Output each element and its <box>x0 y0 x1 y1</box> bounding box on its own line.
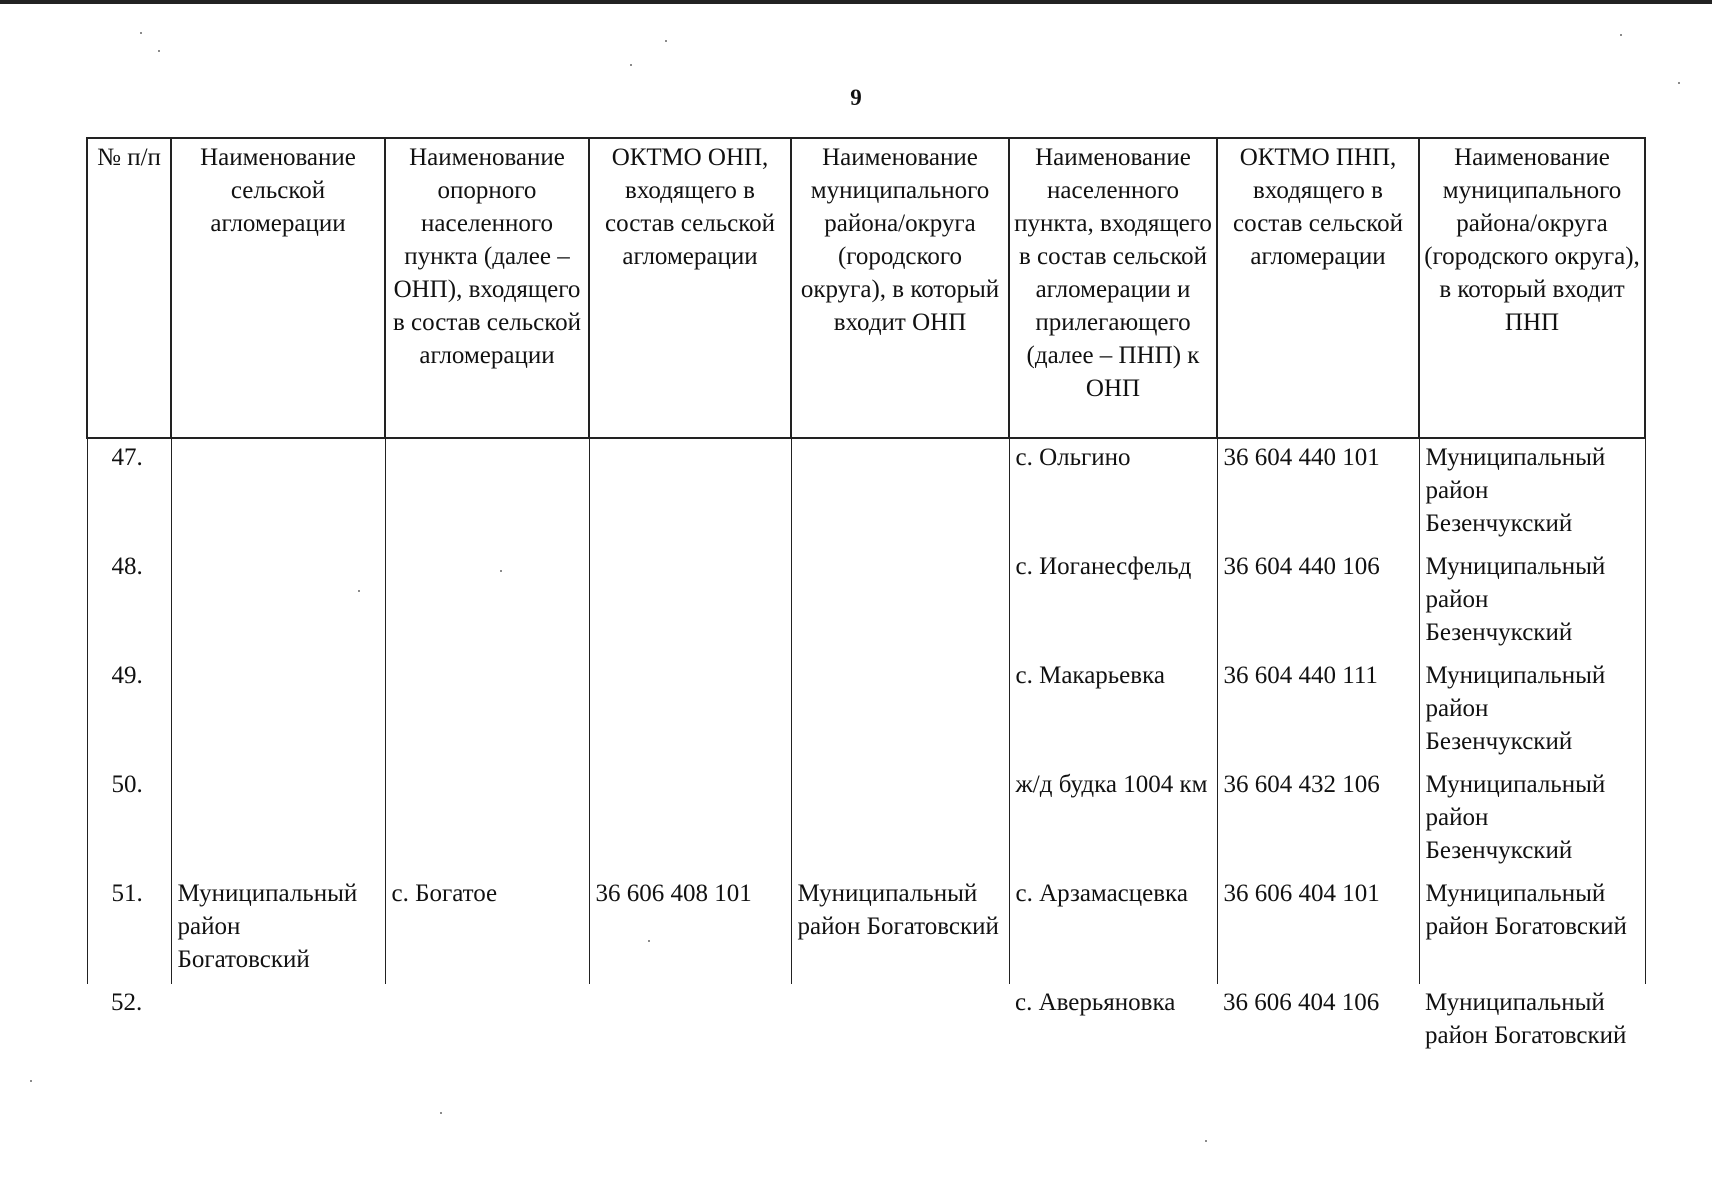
district-pnp-cell: Муниципальный район Безенчукский <box>1419 657 1645 766</box>
agglomeration-cell <box>171 548 385 657</box>
pnp-cell: с. Иоганесфельд <box>1009 548 1217 657</box>
oktmo-pnp-cell: 36 606 404 106 <box>1223 989 1380 1016</box>
oktmo-onp-cell <box>589 657 791 766</box>
oktmo-pnp-cell: 36 606 404 101 <box>1217 875 1419 984</box>
header-district-pnp: Наименование муниципального района/округа (городского округа), в который входит ПНП <box>1419 138 1645 438</box>
district-onp-cell <box>791 766 1009 875</box>
onp-cell <box>385 766 589 875</box>
district-onp-cell <box>791 438 1009 548</box>
scan-speck <box>1205 1140 1207 1142</box>
oktmo-onp-cell <box>589 548 791 657</box>
pnp-cell: с. Макарьевка <box>1009 657 1217 766</box>
scan-speck <box>440 1112 442 1114</box>
scan-speck <box>30 1080 32 1082</box>
district-pnp-cell: Муниципальный район Безенчукский <box>1419 548 1645 657</box>
row-number: 49. <box>87 657 171 766</box>
header-onp-name: Наименование опорного населенного пункта (далее – ОНП), входящего в состав сельской агломерации <box>385 138 589 438</box>
row-number: 52. <box>111 989 143 1016</box>
agglomeration-cell <box>171 657 385 766</box>
onp-cell <box>385 548 589 657</box>
pnp-cell: ж/д будка 1004 км <box>1009 766 1217 875</box>
oktmo-onp-cell <box>589 766 791 875</box>
table-header-row <box>87 138 1645 438</box>
oktmo-onp-cell <box>589 984 791 1093</box>
header-pnp-name: Наименование населенного пункта, входящего в состав сельской агломерации и прилегающего (далее – ПНП) к ОНП <box>1009 138 1217 438</box>
scan-speck <box>1620 34 1622 36</box>
oktmo-pnp-cell: 36 604 440 101 <box>1217 438 1419 548</box>
district-pnp-cell: Муниципальный район Безенчукский <box>1419 766 1645 875</box>
header-agglomeration-name: Наименование сельской агломерации <box>171 138 385 438</box>
table-row <box>87 438 1645 548</box>
row-number: 50. <box>87 766 171 875</box>
page-number: 9 <box>850 85 862 110</box>
onp-cell <box>385 657 589 766</box>
table-row <box>87 766 1645 875</box>
agglomeration-cell <box>171 766 385 875</box>
scan-speck <box>140 32 142 34</box>
scan-speck <box>630 64 632 66</box>
row-number: 51. <box>87 875 171 984</box>
agglomeration-cell: Муниципальный район Богатовский <box>171 875 385 984</box>
agglomeration-cell <box>171 984 385 1093</box>
oktmo-onp-cell: 36 606 408 101 <box>589 875 791 984</box>
scan-speck <box>1678 82 1680 84</box>
oktmo-onp-cell <box>589 438 791 548</box>
pnp-cell: с. Аверьяновка <box>1015 989 1176 1016</box>
onp-cell <box>385 984 589 1093</box>
oktmo-pnp-cell: 36 604 432 106 <box>1217 766 1419 875</box>
scan-speck <box>158 50 160 52</box>
table-row <box>87 548 1645 657</box>
pnp-cell: с. Ольгино <box>1009 438 1217 548</box>
header-oktmo-pnp: ОКТМО ПНП, входящего в состав сельской агломерации <box>1217 138 1419 438</box>
district-pnp-cell: Муниципальный район Богатовский <box>1419 875 1645 984</box>
table-row <box>87 984 1645 1093</box>
header-number: № п/п <box>87 138 171 438</box>
table-row <box>87 875 1645 984</box>
header-oktmo-onp: ОКТМО ОНП, входящего в состав сельской агломерации <box>589 138 791 438</box>
row-number: 48. <box>87 548 171 657</box>
district-onp-cell <box>791 548 1009 657</box>
onp-cell <box>385 438 589 548</box>
district-onp-cell <box>791 657 1009 766</box>
agglomeration-table <box>86 137 1646 1093</box>
oktmo-pnp-cell: 36 604 440 106 <box>1217 548 1419 657</box>
pnp-cell: с. Арзамасцевка <box>1009 875 1217 984</box>
district-onp-cell: Муниципальный район Богатовский <box>791 875 1009 984</box>
district-pnp-cell: Муниципальный район Безенчукский <box>1419 438 1645 548</box>
scan-speck <box>665 40 667 42</box>
table-row <box>87 657 1645 766</box>
row-number: 47. <box>87 438 171 548</box>
district-onp-cell <box>791 984 1009 1093</box>
oktmo-pnp-cell: 36 604 440 111 <box>1217 657 1419 766</box>
header-district-onp: Наименование муниципального района/округа (городского округа), в который входит ОНП <box>791 138 1009 438</box>
district-pnp-cell: Муниципальный район Богатовский <box>1425 989 1627 1049</box>
top-border-line <box>0 0 1712 4</box>
onp-cell: с. Богатое <box>385 875 589 984</box>
agglomeration-cell <box>171 438 385 548</box>
